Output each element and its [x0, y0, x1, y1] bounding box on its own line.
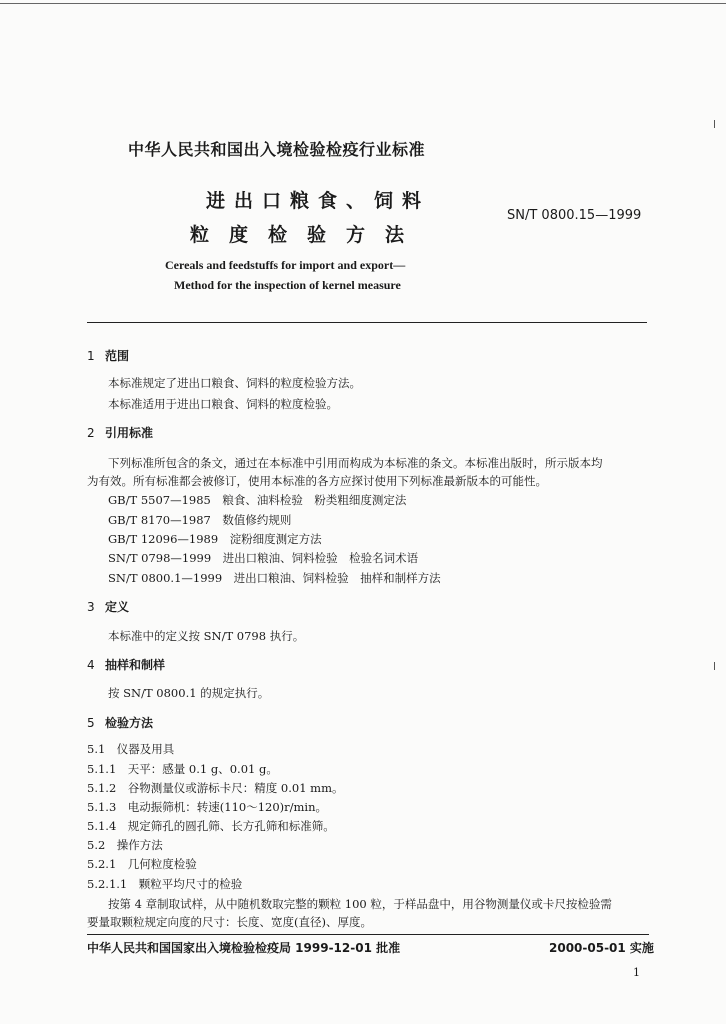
section-2-intro-line1: 下列标准所包含的条文，通过在本标准中引用而构成为本标准的条文。本标准出版时，所示版本均	[108, 456, 603, 470]
reference-item: SN/T 0798—1999 进出口粮油、饲料检验 检验名词术语	[108, 551, 419, 565]
standard-category: 中华人民共和国出入境检验检疫行业标准	[128, 140, 426, 159]
section-1-title: 范围	[105, 349, 130, 363]
clause-item: 5.1 仪器及用具	[87, 742, 175, 756]
approval-info: 中华人民共和国国家出入境检验检疫局 1999-12-01 批准	[87, 941, 401, 955]
section-5-para-line1: 按第 4 章制取试样，从中随机数取完整的颗粒 100 粒，于样品盘中，用谷物测量仪或卡尺按检验需	[108, 897, 612, 911]
title-en-line2: Method for the inspection of kernel measure	[174, 278, 401, 292]
section-3-para-1: 本标准中的定义按 SN/T 0798 执行。	[108, 629, 305, 643]
title-cn-line1: 进出口粮食、饲料	[206, 190, 431, 212]
title-en-line1: Cereals and feedstuffs for import and export—	[165, 258, 406, 272]
clause-item: 5.1.4 规定筛孔的圆孔筛、长方孔筛和标准筛。	[87, 819, 335, 833]
section-2-number: 2	[87, 426, 95, 440]
section-1-heading	[87, 347, 129, 364]
reference-item: GB/T 8170—1987 数值修约规则	[108, 513, 292, 527]
clause-item: 5.1.2 谷物测量仪或游标卡尺：精度 0.01 mm。	[87, 781, 344, 795]
clause-item: 5.1.3 电动振筛机：转速(110～120)r/min。	[87, 800, 327, 814]
top-border-line	[0, 3, 726, 4]
scan-edge-mark	[714, 120, 715, 128]
section-4-title: 抽样和制样	[105, 658, 166, 672]
implementation-date: 2000-05-01 实施	[549, 941, 654, 955]
section-4-para-1: 按 SN/T 0800.1 的规定执行。	[108, 686, 270, 700]
header-divider	[87, 322, 647, 323]
reference-item: SN/T 0800.1—1999 进出口粮油、饲料检验 抽样和制样方法	[108, 571, 441, 585]
section-3-title: 定义	[105, 600, 130, 614]
clause-item: 5.2.1.1 颗粒平均尺寸的检验	[87, 877, 243, 891]
footer-divider	[87, 934, 649, 935]
reference-item: GB/T 12096—1989 淀粉细度测定方法	[108, 532, 322, 546]
section-4-heading	[87, 656, 165, 673]
clause-item: 5.1.1 天平：感量 0.1 g、0.01 g。	[87, 762, 278, 776]
section-5-para-line2: 要量取颗粒规定向度的尺寸：长度、宽度(直径)、厚度。	[87, 915, 372, 929]
section-1-para-1: 本标准规定了进出口粮食、饲料的粒度检验方法。	[108, 376, 361, 390]
section-5-title: 检验方法	[105, 716, 154, 730]
section-1-number: 1	[87, 349, 95, 363]
standard-number: SN/T 0800.15—1999	[507, 208, 642, 223]
clause-item: 5.2.1 几何粒度检验	[87, 857, 197, 871]
section-3-heading	[87, 598, 129, 615]
scan-edge-mark	[714, 662, 715, 670]
section-2-title: 引用标准	[105, 426, 154, 440]
section-2-heading	[87, 424, 153, 441]
section-4-number: 4	[87, 658, 95, 672]
reference-item: GB/T 5507—1985 粮食、油料检验 粉类粗细度测定法	[108, 493, 407, 507]
title-cn-line2: 粒度检验方法	[190, 224, 425, 246]
section-1-para-2: 本标准适用于进出口粮食、饲料的粒度检验。	[108, 397, 338, 411]
section-3-number: 3	[87, 600, 95, 614]
section-5-heading	[87, 714, 153, 731]
page-number: 1	[633, 966, 640, 979]
clause-item: 5.2 操作方法	[87, 838, 163, 852]
section-5-number: 5	[87, 716, 95, 730]
section-2-intro-line2: 为有效。所有标准都会被修订，使用本标准的各方应探讨使用下列标准最新版本的可能性。	[87, 474, 547, 488]
